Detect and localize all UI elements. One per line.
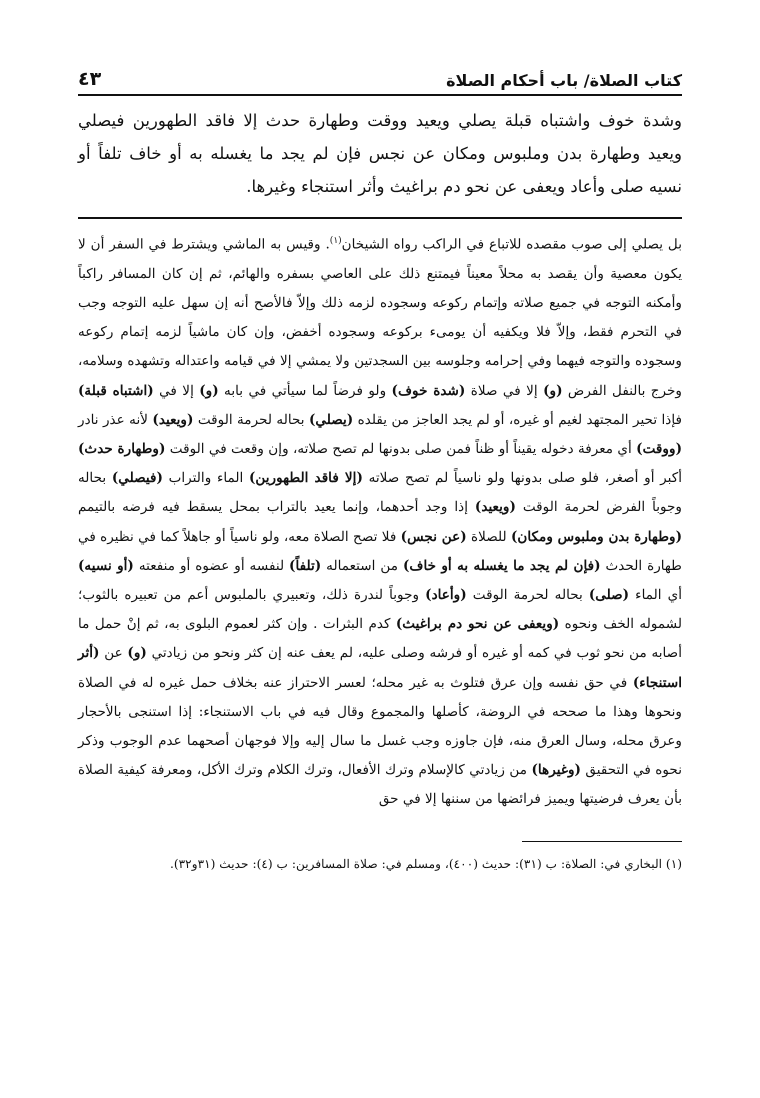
commentary-text: من استعماله [321, 557, 403, 574]
commentary-paragraph [78, 227, 682, 815]
commentary-text: من زيادتي كالإسلام وترك الأفعال، وترك الكلام وترك الأكل، ومعرفة كيفية الصلاة بأن يعرف فرضيتها ويميز فرائضها من سننها إلا في حق [78, 762, 682, 808]
commentary-text: بحاله لحرمة الوقت [466, 586, 589, 603]
commentary-text: إلا في [153, 382, 200, 399]
footnote-1: (١) البخاري في: الصلاة: ب (٣١): حديث (٤٠٠)، ومسلم في: صلاة المسافرين: ب (٤): حديث (٣١و٣٢). [169, 856, 682, 871]
quoted-lemma: (إلا فاقد الطهورين) [248, 470, 363, 487]
commentary-text: فإذا تحير المجتهد لغيم أو غيره، أو لم يجد العاجز من يقلده [353, 411, 682, 428]
quoted-lemma: (عن نجس) [400, 528, 467, 545]
quoted-lemma: (و) [199, 382, 219, 399]
commentary-text: أكبر أو أصغر، فلو صلى بدونها ولو ناسياً لم تصح صلاته [362, 470, 683, 487]
footnotes [78, 852, 682, 876]
page-number: ٤٣ [78, 68, 102, 90]
commentary-text: بل يصلي إلى صوب مقصده للاتباع في الراكب رواه الشيخان [341, 236, 682, 253]
quoted-lemma: (و) [543, 382, 563, 399]
quoted-lemma: (صلى) [588, 586, 630, 603]
quoted-lemma: (ويعفى عن نحو دم براغيث) [395, 616, 560, 633]
quoted-lemma: (أثر استنجاء) [78, 645, 682, 691]
quoted-lemma: (فإن لم يجد ما يغسله به أو خاف) [402, 557, 601, 574]
quoted-lemma: (ووقت) [636, 440, 682, 457]
quoted-lemma: (ويعيد) [474, 499, 516, 516]
commentary-text: وجوباً لندرة ذلك، وتعبيري بالملبوس أعم من تعبيره بالثوب؛ لشموله الخف ونحوه [78, 586, 682, 633]
main-text-paragraph: وشدة خوف واشتباه قبلة يصلي ويعيد ووقت وطهارة حدث إلا فاقد الطهورين فيصلي ويعيد وطهارة بدن وملبوس ومكان عن نجس فإن لم يجد ما يغسله به أو خاف تلفاً أو نسيه صلى وأعاد ويعفى عن نحو دم براغيث وأثر استنجاء وغيرها. [78, 111, 682, 196]
quoted-lemma: (وطهارة حدث) [78, 440, 166, 457]
quoted-lemma: (شدة خوف) [391, 382, 466, 399]
commentary [78, 227, 682, 815]
commentary-text: فلا تصح الصلاة معه، ولو ناسياً أو جاهلاً كما في نظيره في طهارة الحدث [78, 528, 682, 574]
quoted-lemma: (ويعيد) [152, 411, 194, 428]
footnote-marker: (١) [329, 236, 342, 246]
commentary-text: . وقيس به الماشي ويشترط في السفر أن لا يكون معصية وأن يقصد به محلاً معيناً فيمتنع ذلك على العاصي بسفره والهائم، ثم إن كان المسافر راكباً وأمكنه التوجه في جميع صلاته وإتمام ركوعه وسجوده لزمه ذلك وإلاّ فالأصح أنه إن سهل عليه التوجه وجب في التحرم فقط، وإلاّ فلا ويكفيه أن يومىء بركوعه وسجوده أخفض، وإن كان ماشياً لزمه إتمام ركوعه وسجوده والتوجه فيهما وفي إحرامه وجلوسه بين السجدتين ولا يمشي إلا في قيامه واعتداله وتشهده وسلامه، وخرج بالنفل الفرض [78, 236, 682, 399]
commentary-text: بحاله وجوباً الفرض لحرمة الوقت [78, 470, 682, 516]
chapter-title: كتاب الصلاة/ باب أحكام الصلاة [446, 71, 682, 90]
quoted-lemma: (تلفاً) [289, 557, 322, 574]
running-header [78, 52, 682, 96]
footnote-rule [522, 841, 682, 842]
commentary-text: لنفسه أو عضوه أو منفعته [133, 557, 290, 574]
commentary-text: إلا في صلاة [465, 382, 544, 399]
quoted-lemma: (أو نسيه) [78, 557, 134, 574]
commentary-text: أي معرفة دخوله يقيناً أو ظناً فمن صلى بدونها لم تصح صلاته، وإن وقعت في الوقت [165, 440, 637, 457]
commentary-text: إذا وجد أحدهما، وإنما يعيد بالتراب بمحل يسقط فيه فرضه بالتيمم [78, 499, 475, 516]
quoted-lemma: (وغيرها) [531, 762, 581, 779]
quoted-lemma: (اشتباه قبلة) [78, 382, 154, 399]
quoted-lemma: (و) [127, 645, 147, 662]
commentary-text: عن [99, 645, 128, 662]
commentary-text: في حق نفسه وإن عرق فتلوث به غير محله؛ لعسر الاحتراز عنه بخلاف حمل غيره له في الصلاة ونحوها وهذا ما صححه في الروضة، كأصلها والمجموع وقال فيه في باب الاستنجاء: إذا استنجى بالأحجار وعرق محله، وسال العرق منه، فإن جاوزه وجب غسل ما سال إليه وإلا فوجهان أصحهما عدم الوجوب وذكر نحوه في التحقيق [78, 674, 682, 779]
main-text [78, 104, 682, 203]
commentary-text: أي الماء [629, 586, 682, 603]
quoted-lemma: (وطهارة بدن وملبوس ومكان) [510, 528, 683, 545]
separator-rule [78, 217, 682, 219]
quoted-lemma: (فيصلي) [111, 470, 163, 487]
commentary-text: الماء والتراب [162, 470, 249, 487]
quoted-lemma: (وأعاد) [425, 586, 467, 603]
commentary-text: لأنه عذر نادر [78, 411, 153, 428]
commentary-text: بحاله لحرمة الوقت [193, 411, 309, 428]
commentary-text: ولو فرضاً لما سيأتي في بابه [218, 382, 392, 399]
commentary-text: للصلاة [466, 528, 511, 545]
quoted-lemma: (يصلي) [308, 411, 354, 428]
commentary-text: كدم البثرات . وإن كثر لعموم البلوى به، ثم إنْ حمل ما أصابه من نحو ثوب في كمه أو غيره أو فرشه وصلى عليه، لم يعف عنه إن كثر ونحو من زيادتي [78, 616, 682, 662]
